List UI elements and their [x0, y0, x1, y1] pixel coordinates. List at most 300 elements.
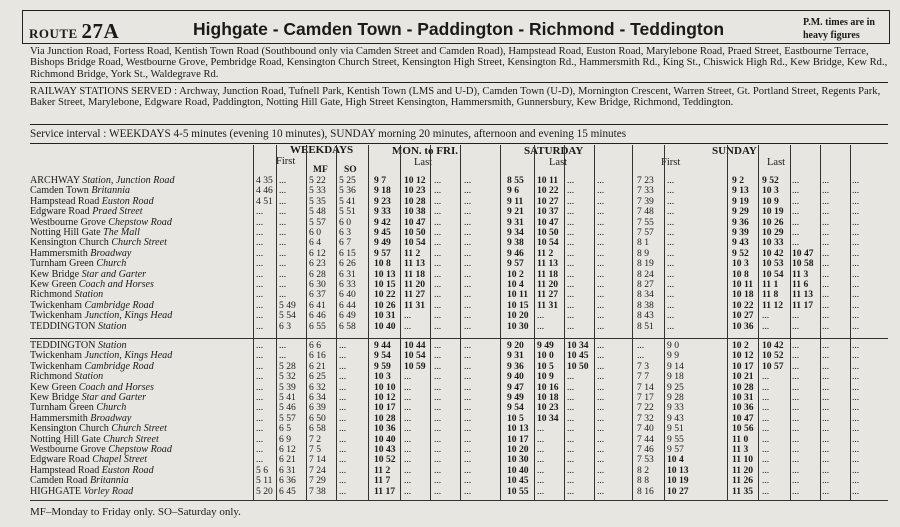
stop-main: Westbourne Grove — [30, 216, 109, 228]
time-cell: ... — [597, 247, 605, 259]
time-cell: ... — [822, 402, 830, 414]
time-cell: ... — [339, 340, 347, 351]
time-cell: 9 54 — [507, 402, 524, 414]
time-cell: ... — [792, 381, 800, 393]
time-cell: 9 36 — [507, 360, 524, 372]
time-cell: 7 7 — [637, 371, 649, 383]
time-cell: ... — [256, 268, 264, 280]
time-cell: ... — [464, 444, 472, 455]
time-cell: 9 46 — [507, 247, 524, 259]
time-cell: ... — [434, 310, 442, 322]
time-cell: ... — [597, 350, 605, 362]
time-cell: ... — [567, 216, 575, 228]
grid-line — [820, 145, 821, 501]
time-cell: ... — [279, 268, 287, 280]
time-cell: ... — [464, 371, 472, 383]
time-cell: 6 50 — [309, 412, 326, 424]
time-cell: ... — [667, 299, 675, 311]
time-cell: ... — [434, 412, 442, 424]
time-cell: 5 51 — [339, 206, 356, 218]
time-cell: ... — [464, 289, 472, 301]
time-cell: 9 42 — [374, 216, 391, 228]
time-cell: 5 28 — [279, 360, 296, 372]
time-cell: ... — [434, 485, 442, 497]
time-cell: ... — [792, 195, 800, 207]
time-cell: ... — [852, 258, 860, 270]
time-cell: ... — [404, 454, 412, 466]
time-cell: 10 47 — [537, 216, 559, 228]
time-cell: 7 53 — [637, 454, 654, 466]
time-cell: ... — [464, 299, 472, 311]
grid-line — [30, 338, 888, 339]
time-cell: 10 16 — [537, 381, 559, 393]
time-cell: ... — [434, 464, 442, 476]
stop-detail: Chepstow Road — [108, 216, 172, 228]
time-cell: 10 40 — [374, 320, 396, 332]
time-cell: 11 3 — [732, 444, 749, 455]
time-cell: ... — [464, 175, 472, 186]
time-cell: 10 52 — [762, 350, 784, 362]
time-cell: ... — [762, 402, 770, 414]
time-cell: ... — [597, 360, 605, 372]
time-cell: ... — [852, 216, 860, 228]
grid-line — [564, 145, 565, 501]
time-cell: ... — [256, 381, 264, 393]
time-cell: 10 19 — [667, 475, 689, 487]
time-cell: 5 20 — [256, 485, 273, 497]
time-cell: ... — [339, 350, 347, 362]
time-cell: ... — [597, 206, 605, 218]
time-cell: 9 59 — [374, 360, 391, 372]
time-cell: ... — [464, 433, 472, 445]
time-cell: ... — [852, 289, 860, 301]
time-cell: 9 2 — [732, 175, 744, 186]
stop-detail: Cambridge Road — [84, 299, 154, 311]
time-cell: 10 44 — [404, 340, 426, 351]
stop-main: Kew Bridge — [30, 392, 82, 403]
time-cell: 10 11 — [507, 289, 529, 301]
time-cell: 6 49 — [339, 310, 356, 322]
time-cell: ... — [822, 464, 830, 476]
time-cell: 4 35 — [256, 175, 273, 186]
time-cell: ... — [434, 475, 442, 487]
time-cell: 9 49 — [374, 237, 391, 249]
time-cell: 7 14 — [309, 454, 326, 466]
time-cell: 4 46 — [256, 185, 273, 197]
stop-detail: Cambridge Road — [84, 360, 154, 372]
stop-detail: Station — [97, 340, 127, 351]
time-cell: 10 5 — [537, 360, 554, 372]
stop-detail: Britannia — [90, 475, 129, 487]
time-cell: 6 12 — [279, 444, 296, 455]
time-cell: ... — [852, 464, 860, 476]
time-cell: 10 59 — [404, 360, 426, 372]
time-cell: 11 17 — [374, 485, 396, 497]
time-cell: 10 13 — [667, 464, 689, 476]
time-cell: 10 36 — [732, 402, 754, 414]
time-cell: ... — [597, 381, 605, 393]
time-cell: 7 46 — [637, 444, 654, 455]
time-cell: ... — [822, 485, 830, 497]
time-cell: ... — [597, 185, 605, 197]
time-cell: ... — [822, 360, 830, 372]
time-cell: 5 41 — [279, 392, 296, 403]
grid-line — [850, 145, 851, 501]
time-cell: 10 5 — [507, 412, 524, 424]
time-cell: 7 38 — [309, 485, 326, 497]
time-cell: ... — [822, 412, 830, 424]
time-cell: 7 23 — [637, 175, 654, 186]
stop-main: Kew Bridge — [30, 268, 82, 280]
stop-detail: Church — [96, 402, 127, 414]
time-cell: ... — [256, 258, 264, 270]
time-cell: ... — [434, 279, 442, 290]
stop-detail: Star and Garter — [81, 392, 147, 403]
time-cell: 10 12 — [732, 350, 754, 362]
time-cell: 8 1 — [637, 237, 649, 249]
time-cell: ... — [852, 320, 860, 332]
time-cell: ... — [339, 433, 347, 445]
time-cell: ... — [537, 464, 545, 476]
time-cell: ... — [279, 206, 287, 218]
time-cell: ... — [464, 464, 472, 476]
time-cell: ... — [567, 279, 575, 290]
time-cell: 10 22 — [732, 299, 754, 311]
time-cell: 10 20 — [507, 310, 529, 322]
time-cell: 9 49 — [537, 340, 554, 351]
time-cell: 6 33 — [339, 279, 356, 290]
stop-detail: Station — [74, 371, 104, 383]
time-cell: ... — [852, 268, 860, 280]
stop-main: Westbourne Grove — [30, 444, 109, 455]
time-cell: 5 46 — [279, 402, 296, 414]
time-cell: 11 12 — [762, 299, 784, 311]
time-cell: 9 13 — [732, 185, 749, 197]
time-cell: 10 26 — [374, 299, 396, 311]
grid-line — [336, 145, 337, 501]
grid-line — [594, 145, 595, 501]
time-cell: ... — [792, 371, 800, 383]
time-cell: 9 25 — [667, 381, 684, 393]
time-cell: ... — [822, 268, 830, 280]
time-cell: ... — [822, 475, 830, 487]
time-cell: ... — [434, 185, 442, 197]
time-cell: ... — [822, 206, 830, 218]
time-cell: ... — [279, 227, 287, 238]
time-cell: 11 13 — [404, 258, 426, 270]
time-cell: ... — [762, 433, 770, 445]
time-cell: ... — [852, 299, 860, 311]
time-cell: 9 29 — [732, 206, 749, 218]
saturday-header: SATURDAY — [524, 145, 584, 157]
time-cell: 9 52 — [762, 175, 779, 186]
time-cell: ... — [404, 402, 412, 414]
time-cell: ... — [822, 247, 830, 259]
time-cell: 11 18 — [404, 268, 426, 280]
time-cell: 6 21 — [279, 454, 296, 466]
time-cell: 9 57 — [667, 444, 684, 455]
time-cell: 10 56 — [732, 423, 754, 435]
time-cell: 9 14 — [667, 360, 684, 372]
time-cell: 10 19 — [762, 206, 784, 218]
time-cell: 6 4 — [309, 237, 321, 249]
time-cell: ... — [434, 247, 442, 259]
time-cell: ... — [822, 381, 830, 393]
time-cell: 10 58 — [792, 258, 814, 270]
time-cell: 9 20 — [507, 340, 524, 351]
time-cell: 10 47 — [792, 247, 814, 259]
grid-line — [664, 145, 665, 501]
time-cell: ... — [404, 423, 412, 435]
time-cell: ... — [567, 371, 575, 383]
time-cell: ... — [597, 485, 605, 497]
time-cell: ... — [404, 485, 412, 497]
time-cell: 10 45 — [507, 475, 529, 487]
time-cell: ... — [597, 237, 605, 249]
time-cell: ... — [464, 350, 472, 362]
time-cell: ... — [762, 412, 770, 424]
time-cell: ... — [852, 175, 860, 186]
time-cell: 7 32 — [637, 412, 654, 424]
stop-main: Hammersmith — [30, 247, 91, 259]
so-header: SO — [344, 165, 357, 175]
time-cell: 10 30 — [507, 454, 529, 466]
route-label: ROUTE 27A — [29, 19, 120, 43]
time-cell: ... — [256, 360, 264, 372]
time-cell: 5 48 — [309, 206, 326, 218]
time-cell: 10 4 — [667, 454, 684, 466]
stop-detail: Star and Garter — [81, 268, 147, 280]
time-cell: 8 51 — [637, 320, 654, 332]
time-cell: ... — [667, 195, 675, 207]
time-cell: ... — [256, 227, 264, 238]
time-cell: ... — [822, 320, 830, 332]
time-cell: ... — [464, 258, 472, 270]
header-box — [22, 10, 890, 44]
time-cell: ... — [597, 258, 605, 270]
time-cell: ... — [792, 350, 800, 362]
time-cell: 7 48 — [637, 206, 654, 218]
time-cell: ... — [792, 392, 800, 403]
time-cell: 11 1 — [762, 279, 779, 290]
time-cell: 10 47 — [404, 216, 426, 228]
time-cell: ... — [852, 454, 860, 466]
grid-line — [400, 145, 401, 501]
time-cell: 7 29 — [309, 475, 326, 487]
weekdays-header: WEEKDAYS — [290, 144, 354, 156]
time-cell: ... — [404, 444, 412, 455]
time-cell: ... — [434, 402, 442, 414]
monfri-header: MON. to FRI. — [392, 145, 458, 157]
time-cell: 9 57 — [507, 258, 524, 270]
time-cell: 9 44 — [374, 340, 391, 351]
time-cell: 9 9 — [667, 350, 679, 362]
time-cell: ... — [464, 360, 472, 372]
time-cell: 7 40 — [637, 423, 654, 435]
time-cell: 7 2 — [309, 433, 321, 445]
time-cell: ... — [822, 454, 830, 466]
time-cell: ... — [852, 237, 860, 249]
time-cell: 10 9 — [537, 371, 554, 383]
time-cell: ... — [822, 444, 830, 455]
time-cell: ... — [852, 402, 860, 414]
grid-line — [460, 145, 461, 501]
divider — [30, 82, 888, 83]
time-cell: ... — [434, 268, 442, 280]
time-cell: ... — [434, 444, 442, 455]
grid-line — [30, 500, 888, 501]
time-cell: ... — [537, 433, 545, 445]
time-cell: ... — [464, 279, 472, 290]
time-cell: ... — [597, 392, 605, 403]
time-cell: ... — [339, 444, 347, 455]
time-cell: 11 35 — [732, 485, 754, 497]
stop-main: Edgware Road — [30, 454, 93, 466]
time-cell: 5 57 — [309, 216, 326, 228]
time-cell: 11 20 — [404, 279, 426, 290]
time-cell: 5 49 — [279, 299, 296, 311]
time-cell: 10 40 — [374, 433, 396, 445]
time-cell: 10 8 — [732, 268, 749, 280]
time-cell: 11 18 — [537, 268, 559, 280]
time-cell: ... — [567, 299, 575, 311]
time-cell: 10 22 — [374, 289, 396, 301]
sunday-header: SUNDAY — [712, 145, 757, 157]
time-cell: 6 26 — [339, 258, 356, 270]
time-cell: ... — [279, 216, 287, 228]
time-cell: 6 16 — [309, 350, 326, 362]
time-cell: ... — [567, 206, 575, 218]
time-cell: ... — [852, 247, 860, 259]
time-cell: ... — [256, 216, 264, 228]
time-cell: ... — [464, 268, 472, 280]
time-cell: ... — [464, 185, 472, 197]
stop-detail: Chapel Street — [92, 454, 148, 466]
stop-main: Notting Hill Gate — [30, 433, 104, 445]
time-cell: ... — [434, 433, 442, 445]
time-cell: 6 41 — [309, 299, 326, 311]
time-cell: ... — [667, 268, 675, 280]
grid-line — [368, 145, 369, 501]
time-cell: 10 53 — [762, 258, 784, 270]
time-cell: 5 35 — [309, 195, 326, 207]
time-cell: ... — [852, 360, 860, 372]
time-cell: 5 11 — [256, 475, 273, 487]
time-cell: ... — [597, 279, 605, 290]
grid-line — [534, 145, 535, 501]
time-cell: ... — [852, 412, 860, 424]
time-cell: ... — [667, 247, 675, 259]
time-cell: 9 54 — [374, 350, 391, 362]
time-cell: ... — [792, 206, 800, 218]
time-cell: 9 38 — [507, 237, 524, 249]
stop-main: Twickenham — [30, 350, 85, 362]
grid-line — [253, 145, 254, 501]
time-cell: 10 42 — [762, 247, 784, 259]
grid-line — [430, 145, 431, 501]
time-cell: 8 24 — [637, 268, 654, 280]
time-cell: 10 43 — [374, 444, 396, 455]
time-cell: ... — [792, 423, 800, 435]
time-cell: ... — [256, 433, 264, 445]
time-cell: ... — [567, 185, 575, 197]
time-cell: ... — [256, 402, 264, 414]
stop-main: Kensington Church — [30, 423, 112, 435]
sunday-last-header: Last — [767, 157, 786, 168]
time-cell: ... — [279, 289, 287, 301]
time-cell: 10 15 — [374, 279, 396, 290]
time-cell: 6 34 — [309, 392, 326, 403]
time-cell: ... — [822, 350, 830, 362]
stop-detail: Euston Road — [101, 195, 154, 207]
time-cell: ... — [822, 237, 830, 249]
stop-main: Twickenham — [30, 360, 85, 372]
time-cell: ... — [537, 320, 545, 332]
time-cell: 8 19 — [637, 258, 654, 270]
time-cell: ... — [339, 402, 347, 414]
time-cell: ... — [567, 195, 575, 207]
time-cell: ... — [464, 340, 472, 351]
time-cell: 9 33 — [374, 206, 391, 218]
time-cell: ... — [404, 433, 412, 445]
time-cell: ... — [792, 454, 800, 466]
time-cell: 6 46 — [309, 310, 326, 322]
time-cell: ... — [852, 195, 860, 207]
time-cell: ... — [597, 175, 605, 186]
stop-main: Hampstead Road — [30, 464, 102, 476]
divider — [30, 124, 888, 125]
time-cell: ... — [279, 247, 287, 259]
time-cell: ... — [537, 423, 545, 435]
time-cell: 5 25 — [339, 175, 356, 186]
time-cell: ... — [404, 475, 412, 487]
stop-detail: The Mall — [103, 227, 140, 238]
time-cell: 9 40 — [507, 371, 524, 383]
time-cell: ... — [597, 371, 605, 383]
time-cell: 6 21 — [309, 360, 326, 372]
time-cell: 9 43 — [667, 412, 684, 424]
time-cell: 10 8 — [374, 258, 391, 270]
time-cell: 10 12 — [374, 392, 396, 403]
grid-line — [758, 145, 759, 501]
time-cell: ... — [852, 475, 860, 487]
time-cell: ... — [279, 350, 287, 362]
time-cell: ... — [822, 423, 830, 435]
time-cell: 10 47 — [732, 412, 754, 424]
time-cell: ... — [762, 464, 770, 476]
time-cell: ... — [404, 310, 412, 322]
time-cell: 10 26 — [762, 216, 784, 228]
time-cell: ... — [537, 475, 545, 487]
time-cell: ... — [256, 454, 264, 466]
time-cell: ... — [464, 412, 472, 424]
time-cell: 10 0 — [537, 350, 554, 362]
time-cell: 9 47 — [507, 381, 524, 393]
time-cell: 10 23 — [537, 402, 559, 414]
time-cell: ... — [822, 216, 830, 228]
time-cell: 9 33 — [667, 402, 684, 414]
time-cell: 6 6 — [309, 340, 321, 351]
time-cell: ... — [256, 237, 264, 249]
time-cell: ... — [537, 444, 545, 455]
time-cell: ... — [852, 485, 860, 497]
time-cell: ... — [667, 310, 675, 322]
stop-main: Hampstead Road — [30, 195, 102, 207]
time-cell: 10 42 — [762, 340, 784, 351]
time-cell: ... — [279, 237, 287, 249]
time-cell: 5 41 — [339, 195, 356, 207]
time-cell: ... — [339, 475, 347, 487]
